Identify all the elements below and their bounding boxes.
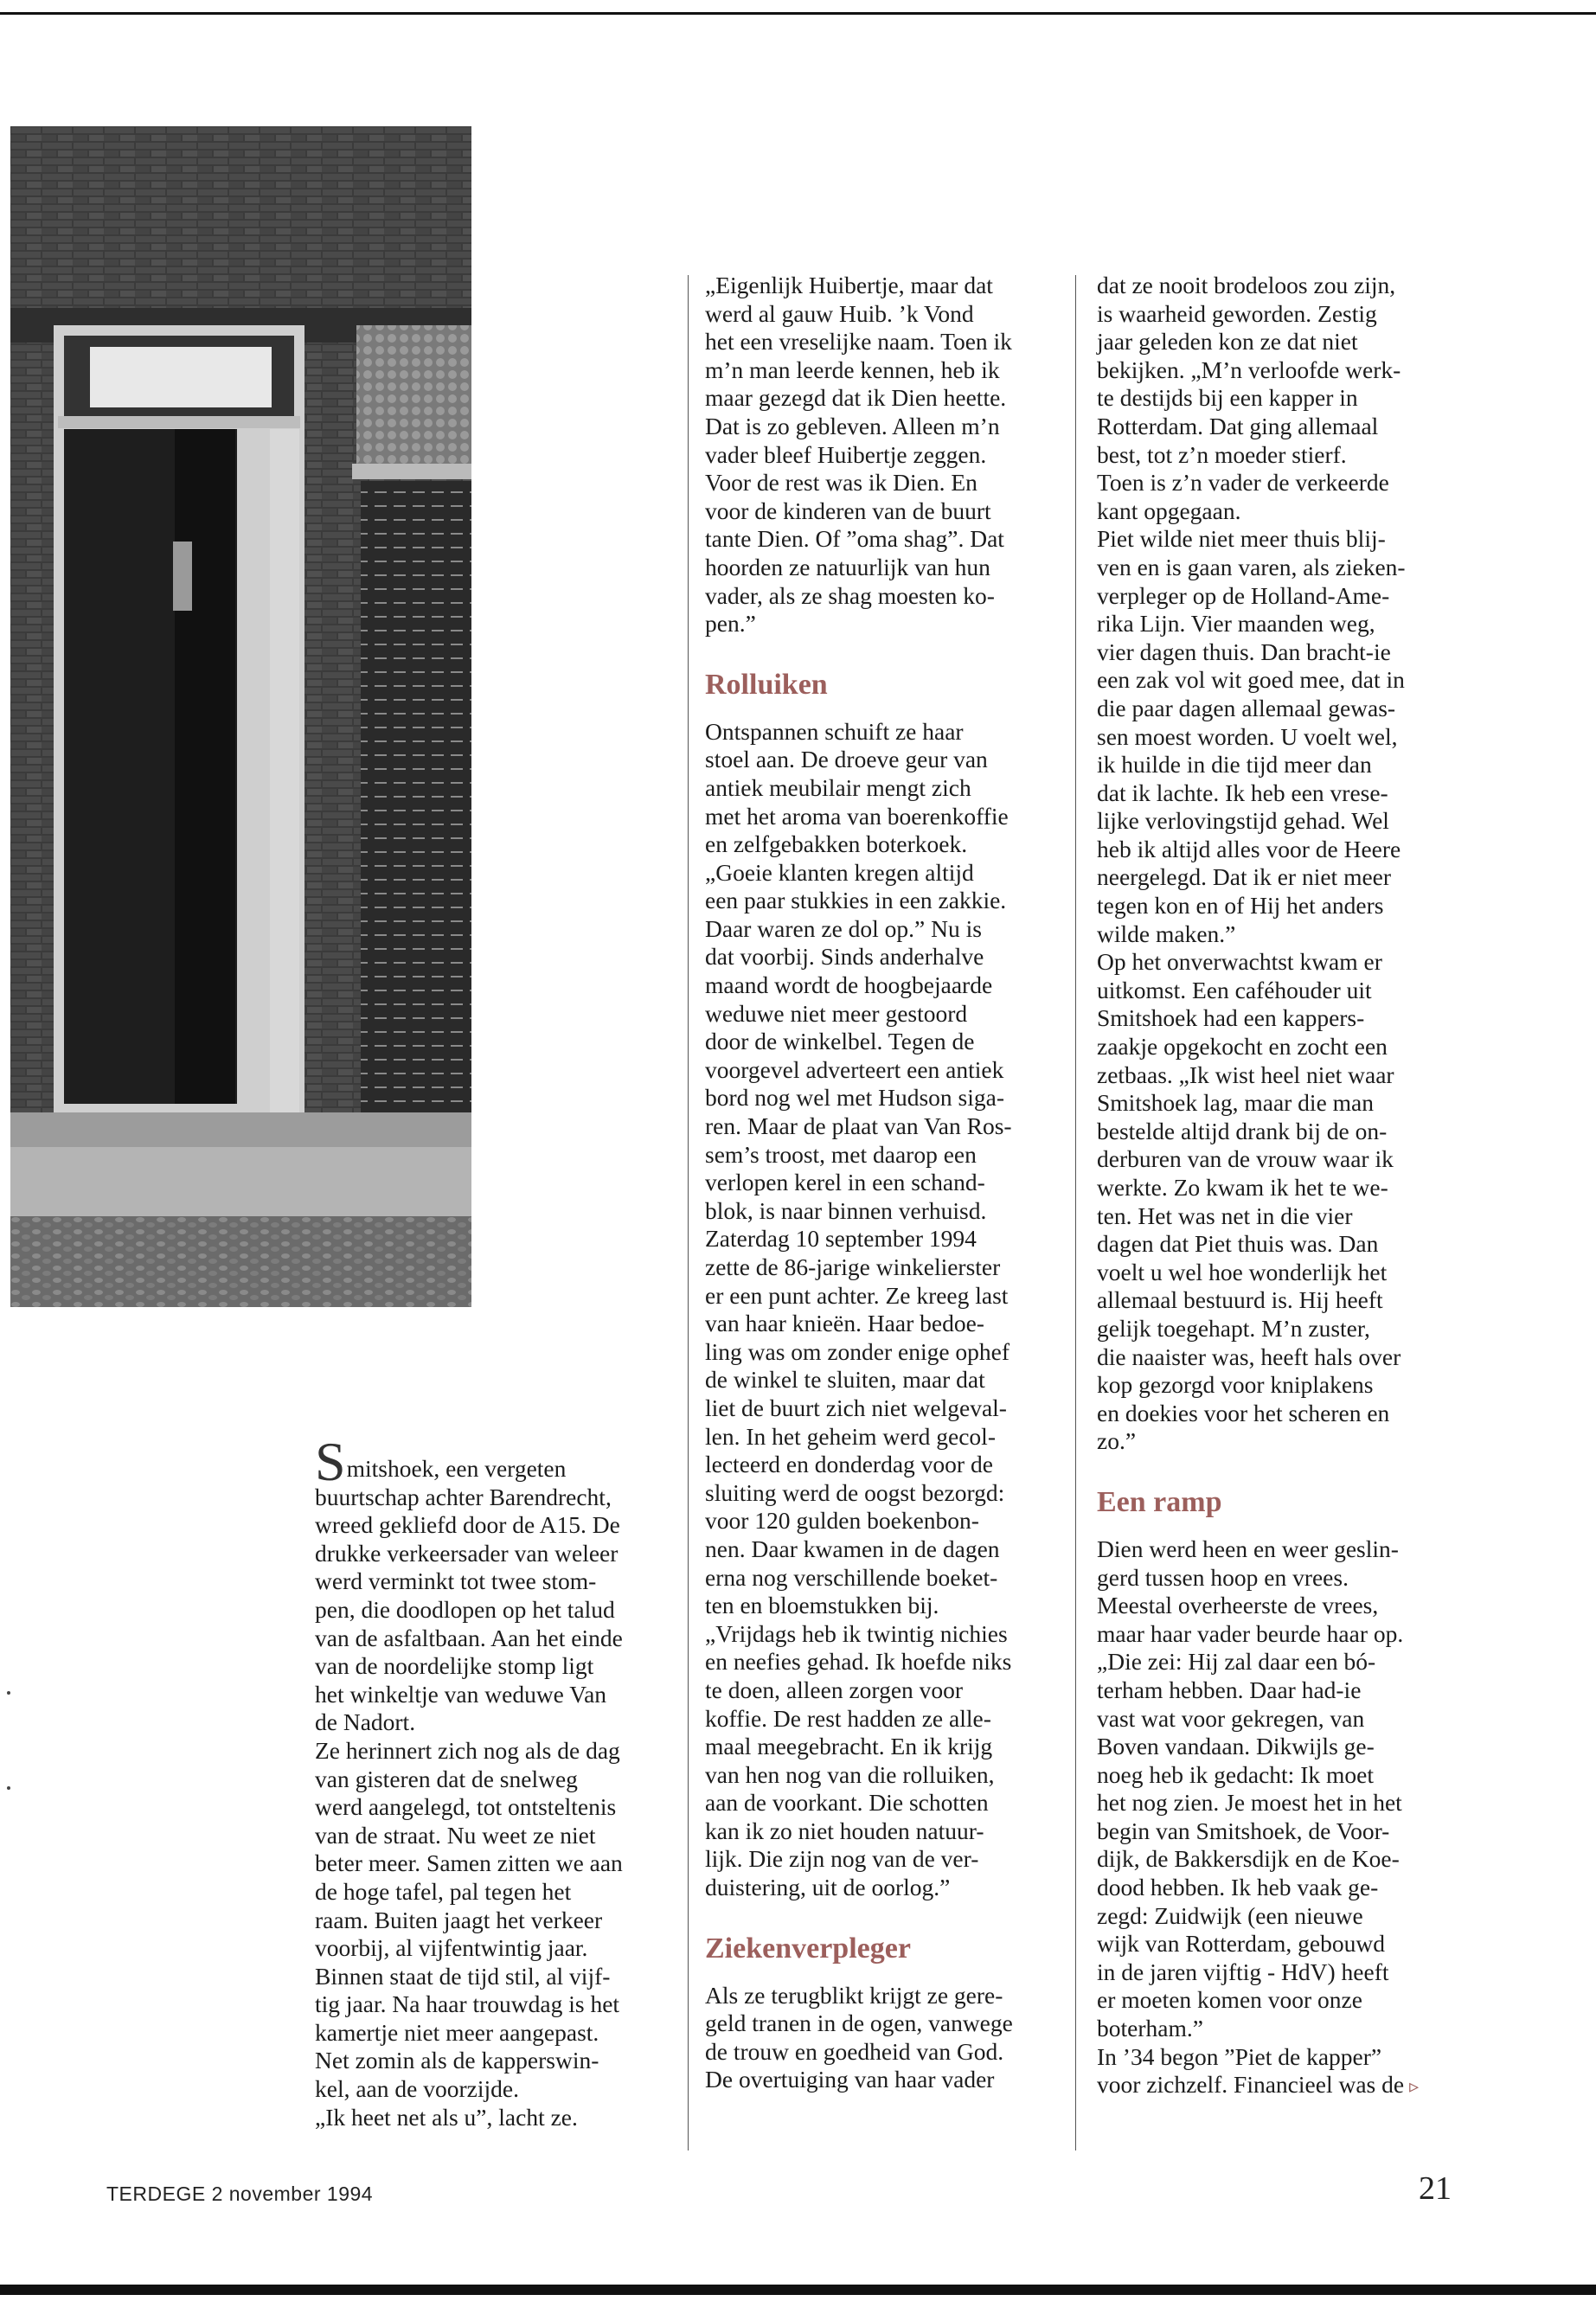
scan-speck bbox=[7, 1691, 10, 1695]
doorway-photo bbox=[10, 126, 471, 1307]
column-divider bbox=[1075, 275, 1076, 2150]
page-number: 21 bbox=[1419, 2170, 1452, 2207]
section-heading-rolluiken: Rolluiken bbox=[705, 668, 828, 701]
section-heading-ziekenverpleger: Ziekenverpleger bbox=[705, 1932, 911, 1965]
body-paragraph: dat ze nooit brodeloos zou zijn, is waarheid geworden. Zestig jaar geleden kon ze dat niet bekijken. „M’n verloofde werk- te destijds bij een kapper in Rotterdam. Dat ging allemaal best, tot z’n moeder stierf. Toen is z’n vader de verkeerde kant opgegaan. Piet wilde niet meer thuis blij- ven en is gaan varen, als zieken- verpleger op de Holland-Ame- rika Lijn. Vier maanden weg, vier dagen thuis. Dan bracht-ie een zak vol wit goed mee, dat in die paar dagen allemaal gewas- sen moest worden. U voelt wel, ik huilde in die tijd meer dan dat ik lachte. Ik heb een vrese- lijke verlovingstijd gehad. Wel heb ik altijd alles voor de Heere neergelegd. Dat ik er niet meer tegen kon en of Hij het anders wilde maken.” Op het onverwachtst kwam er uitkomst. Een caféhouder uit Smitshoek had een kappers- zaakje opgekocht en zocht een zetbaas. „Ik wist heel niet waar Smitshoek lag, maar die man bestelde altijd drank bij de on- derburen van de vrouw waar ik werkte. Zo kwam ik het te we- ten. Het was net in die vier dagen dat Piet thuis was. Dan voelt u wel hoe wonderlijk het allemaal bestuurd is. Hij heeft gelijk toegehapt. M’n zuster, die naaister was, heeft hals over kop gezorgd voor kniplakens en doekies voor het scheren en zo.” bbox=[1097, 272, 1406, 1455]
section-heading-een-ramp: Een ramp bbox=[1097, 1485, 1222, 1518]
photo-doorway-icon bbox=[10, 126, 471, 1307]
body-paragraph: „Eigenlijk Huibertje, maar dat werd al gauw Huib. ’k Vond het een vreselijke naam. Toen ik m’n man leerde kennen, heb ik maar gezegd dat ik Dien heette. Dat is zo gebleven. Alleen m’n vader bleef Huibertje zeggen. Voor de rest was ik Dien. En voor de kinderen van de buurt tante Dien. Of ”oma shag”. Dat hoorden ze natuurlijk van hun vader, als ze shag moesten ko- pen.” bbox=[705, 272, 1012, 638]
continue-arrow-icon: ▹ bbox=[1409, 2075, 1420, 2098]
body-paragraph: Ontspannen schuift ze haar stoel aan. De droeve geur van antiek meubilair mengt zich met het aroma van boerenkoffie en zelfgebakken boterkoek. „Goeie klanten kregen altijd een paar stukkies in een zakkie. Daar waren ze dol op.” Nu is dat voorbij. Sinds anderhalve maand wordt de hoogbejaarde weduwe niet meer gestoord door de winkelbel. Tegen de voorgevel adverteert een antiek bord nog wel met Hudson siga- ren. Maar de plaat van Van Ros- sem’s troost, met daarop een verlopen kerel in een schand- blok, is naar binnen verhuisd. Zaterdag 10 september 1994 zette de 86-jarige winkelierster er een punt achter. Ze kreeg last van haar knieën. Haar bedoe- ling was om zonder enige ophef de winkel te sluiten, maar dat liet de buurt zich niet welgeval- len. In het geheim werd gecol- lecteerd en donderdag voor de sluiting werd de oogst bezorgd: voor 120 gulden boekenbon- nen. Daar kwamen in de dagen erna nog verschillende boeket- ten en bloemstukken bij. „Vrijdags heb ik twintig nichies en neefies gehad. Ik hoefde niks te doen, alleen zorgen voor koffie. De rest hadden ze alle- maal meegebracht. En ik krijg van hen nog van die rolluiken, aan de voorkant. Die schotten kan ik zo niet houden natuur- lijk. Die zijn nog van de ver- duistering, uit de oorlog.” bbox=[705, 717, 1012, 1901]
intro-paragraph: mitshoek, een vergeten buurtschap achter Barendrecht, wreed gekliefd door de A15. De drukke verkeersader van weleer werd verminkt tot twee stom- pen, die doodlopen op het talud van de asfaltbaan. Aan het einde van de noordelijke stomp ligt het winkeltje van weduwe Van de Nadort. Ze herinnert zich nog als de dag van gisteren dat de snelweg werd aangelegd, tot ontsteltenis van de straat. Nu weet ze niet beter meer. Samen zitten we aan de hoge tafel, pal tegen het raam. Buiten jaagt het verkeer voorbij, al vijfentwintig jaar. Binnen staat de tijd stil, al vijf- tig jaar. Na haar trouwdag is het kamertje niet meer aangepast. Net zomin als de kapperswin- kel, aan de voorzijde. „Ik heet net als u”, lacht ze. bbox=[315, 1455, 623, 2131]
column-right bbox=[1097, 272, 1460, 2101]
scan-speck bbox=[7, 1786, 10, 1790]
column-middle bbox=[705, 272, 1060, 2094]
body-paragraph: Dien werd heen en weer geslin- gerd tussen hoop en vrees. Meestal overheerste de vrees, maar haar vader beurde haar op. „Die zei: Hij zal daar een bó- terham hebben. Daar had-ie vast wat voor gekregen, van Boven vandaan. Dikwijls ge- noeg heb ik gedacht: Ik moet het nog zien. Je moest het in het begin van Smitshoek, de Voor- dijk, de Bakkersdijk en de Koe- dood hebben. Ik heb vaak ge- zegd: Zuidwijk (een nieuwe wijk van Rotterdam, gebouwd in de jaren vijftig - HdV) heeft er moeten komen voor onze boterham.” In ’34 begon ”Piet de kapper” voor zichzelf. Financieel was de bbox=[1097, 1535, 1405, 2099]
body-paragraph: Als ze terugblikt krijgt ze gere- geld tranen in de ogen, vanwege de trouw en goedheid van God. De overtuiging van haar vader bbox=[705, 1981, 1013, 2093]
top-border bbox=[0, 12, 1596, 15]
bottom-border bbox=[0, 2285, 1596, 2295]
drop-cap: S bbox=[315, 1431, 346, 1492]
column-left bbox=[315, 1431, 687, 2131]
column-divider bbox=[688, 275, 689, 2150]
footer-publication: TERDEGE 2 november 1994 bbox=[106, 2182, 374, 2205]
